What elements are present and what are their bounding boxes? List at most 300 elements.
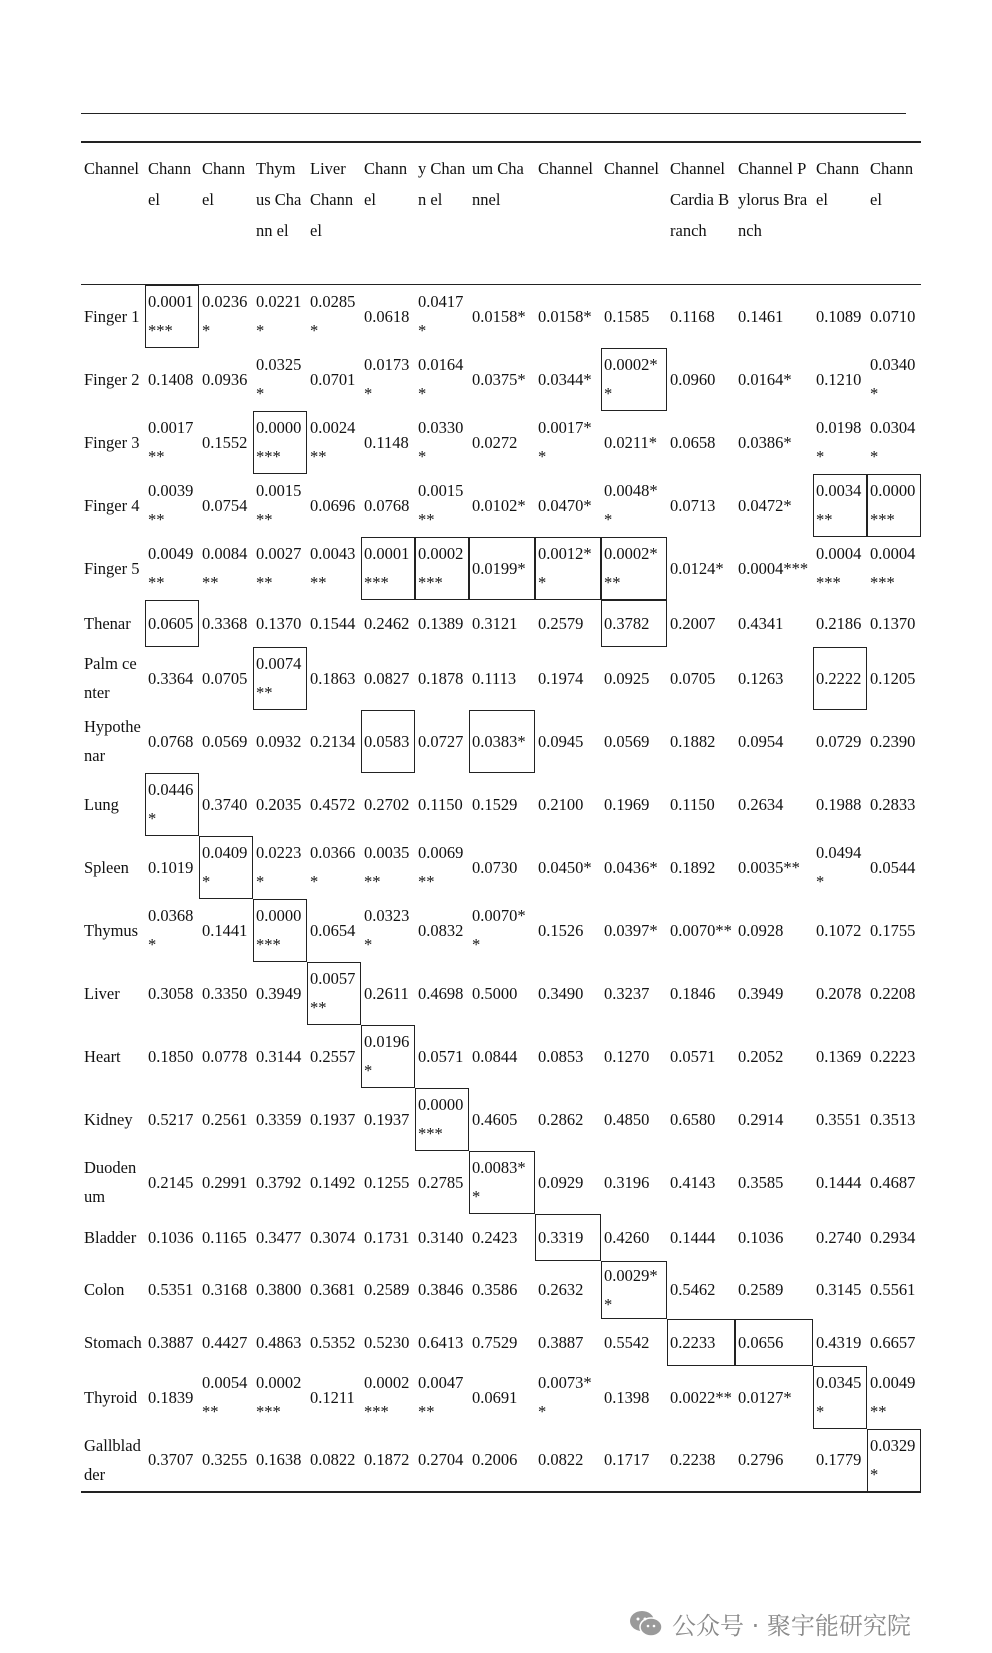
table-cell: 0.1974 — [538, 668, 584, 688]
table-cell: 0.2579 — [538, 613, 584, 633]
table-cell: 0.3368 — [202, 613, 248, 633]
column-header: um Channel — [472, 159, 524, 209]
table-cell: 0.1150 — [418, 794, 463, 814]
table-cell: 0.2100 — [538, 794, 584, 814]
table-cell: 0.2186 — [816, 613, 862, 633]
table-cell: 0.0822 — [538, 1450, 584, 1469]
table-cell: 0.1113 — [472, 668, 517, 688]
table-cell: 0.3740 — [202, 794, 248, 814]
table-cell: 0.1988 — [816, 794, 862, 814]
table-cell: 0.0618 — [364, 306, 410, 326]
table-cell: 0.0569 — [604, 731, 650, 751]
table-cell: 0.1398 — [604, 1387, 650, 1407]
table-cell: 0.2390 — [870, 731, 916, 751]
table-cell: 0.0729 — [816, 731, 862, 751]
table-cell: 0.0375* — [472, 369, 526, 389]
table-cell: 0.0844 — [472, 1046, 518, 1066]
table-cell: 0.0583 — [361, 710, 415, 773]
row-label: Hypothe nar — [84, 717, 141, 765]
column-header: Liver Chann el — [310, 159, 354, 240]
table-cell: 0.0330* — [418, 418, 464, 466]
table-cell: 0.3949 — [256, 983, 302, 1003]
table-cell: 0.0345* — [813, 1366, 867, 1429]
table-cell: 0.1461 — [738, 306, 784, 326]
table-cell: 0.3800 — [256, 1280, 302, 1299]
table-cell: 0.0000*** — [867, 474, 921, 537]
table-cell: 0.3887 — [538, 1332, 584, 1352]
table-row — [81, 1366, 921, 1429]
table-cell: 0.0004*** — [816, 544, 862, 592]
table-cell: 0.3585 — [738, 1172, 784, 1192]
table-cell: 0.1036 — [148, 1227, 194, 1247]
table-row — [81, 1025, 921, 1088]
table-cell: 0.0329* — [867, 1429, 921, 1492]
table-cell: 0.0386* — [738, 432, 792, 452]
table-cell: 0.0366* — [310, 843, 356, 891]
table-cell: 0.1270 — [604, 1046, 650, 1066]
table-cell: 0.5217 — [148, 1109, 194, 1129]
table-cell: 0.0002** — [601, 348, 667, 411]
table-cell: 0.3586 — [472, 1280, 518, 1299]
row-label: Lung — [84, 794, 119, 814]
table-cell: 0.4427 — [202, 1332, 248, 1352]
table-cell: 0.0768 — [148, 731, 194, 751]
table-cell: 0.3058 — [148, 983, 194, 1003]
table-cell: 0.0221* — [256, 292, 302, 341]
table-cell: 0.0158* — [472, 306, 526, 326]
table-cell: 0.0057** — [307, 962, 361, 1025]
table-cell: 0.3237 — [604, 983, 650, 1003]
table-cell: 0.5561 — [870, 1280, 916, 1299]
table-cell: 0.2589 — [364, 1280, 410, 1299]
table-cell: 0.3144 — [256, 1046, 302, 1066]
row-label: Palm center — [84, 654, 137, 702]
table-cell: 0.2740 — [816, 1227, 862, 1247]
table-cell: 0.3551 — [816, 1109, 862, 1129]
table-cell: 0.0039** — [148, 481, 194, 529]
table-cell: 0.5352 — [310, 1332, 356, 1352]
row-label: Thenar — [84, 613, 131, 633]
table-row — [81, 348, 921, 411]
table-cell: 0.3513 — [870, 1109, 916, 1129]
table-cell: 0.0822 — [310, 1450, 356, 1469]
table-cell: 0.2704 — [418, 1450, 464, 1469]
table-cell: 0.0029** — [601, 1261, 667, 1319]
table-row — [81, 1429, 921, 1492]
table-cell: 0.1863 — [310, 668, 356, 688]
row-label: Colon — [84, 1280, 125, 1299]
table-cell: 0.0710 — [870, 306, 916, 326]
wechat-icon — [628, 1609, 664, 1639]
table-cell: 0.1969 — [604, 794, 650, 814]
table-cell: 0.4850 — [604, 1109, 650, 1129]
table-cell: 0.3359 — [256, 1109, 302, 1129]
table-cell: 0.3140 — [418, 1227, 464, 1247]
table-cell: 0.2934 — [870, 1227, 916, 1247]
row-label: Kidney — [84, 1109, 133, 1129]
table-cell: 0.0017** — [538, 418, 592, 466]
table-cell: 0.3350 — [202, 983, 248, 1003]
column-header: Channel — [538, 159, 593, 178]
column-header: Chann el — [364, 159, 408, 209]
table-cell: 0.2991 — [202, 1172, 248, 1192]
table-cell: 0.1444 — [670, 1227, 716, 1247]
column-header: Chann el — [202, 159, 246, 209]
table-cell: 0.0954 — [738, 731, 784, 751]
table-cell: 0.2006 — [472, 1450, 518, 1469]
table-cell: 0.0002*** — [601, 537, 667, 600]
table-cell: 0.0925 — [604, 668, 650, 688]
table-cell: 0.2134 — [310, 731, 356, 751]
table-cell: 0.4698 — [418, 983, 464, 1003]
row-label: Gallblad der — [84, 1435, 141, 1484]
table-cell: 0.0196* — [361, 1025, 415, 1088]
table-cell: 0.0001*** — [361, 537, 415, 600]
table-cell: 0.2634 — [738, 794, 784, 814]
column-header: Channel — [84, 159, 139, 178]
table-cell: 0.0070** — [670, 920, 732, 940]
table-cell: 0.0409* — [199, 836, 253, 899]
table-cell: 0.0960 — [670, 369, 716, 389]
table-cell: 0.0004*** — [870, 544, 916, 592]
table-cell: 0.0472* — [738, 495, 792, 515]
watermark — [628, 1606, 911, 1641]
table-cell: 0.0730 — [472, 857, 518, 877]
table-cell: 0.1492 — [310, 1172, 356, 1192]
table-cell: 0.0768 — [364, 495, 410, 515]
table-cell: 0.0017** — [148, 418, 194, 466]
table-cell: 0.3782 — [601, 600, 667, 647]
table-row — [81, 647, 921, 710]
table-cell: 0.4605 — [472, 1109, 518, 1129]
table-cell: 0.0127* — [738, 1387, 792, 1407]
row-label: Thyroid — [84, 1387, 138, 1407]
table-cell: 0.4341 — [738, 613, 784, 633]
row-label: Heart — [84, 1046, 121, 1066]
table-cell: 0.7529 — [472, 1332, 518, 1352]
table-cell: 0.0701 — [310, 369, 356, 389]
table-cell: 0.0084** — [202, 544, 248, 592]
table-cell: 0.0164* — [738, 369, 792, 389]
row-label: Thymus — [84, 920, 139, 940]
table-cell: 0.0605 — [145, 600, 199, 647]
column-header: y Chann el — [418, 159, 466, 209]
table-cell: 0.4687 — [870, 1172, 916, 1192]
table-cell: 0.1210 — [816, 369, 862, 389]
table-cell: 0.0199* — [469, 537, 535, 600]
table-cell: 0.1892 — [670, 857, 716, 877]
table-cell: 0.1150 — [670, 794, 715, 814]
table-cell: 0.1872 — [364, 1450, 410, 1469]
column-header: Channel — [604, 159, 659, 178]
row-label: Bladder — [84, 1227, 137, 1247]
column-header: Thym us Chann el — [256, 159, 302, 240]
table-cell: 0.0035** — [738, 857, 800, 877]
table-cell: 0.1369 — [816, 1046, 862, 1066]
table-cell: 0.1839 — [148, 1387, 194, 1407]
table-cell: 0.3949 — [738, 983, 784, 1003]
table-cell: 0.1937 — [310, 1109, 356, 1129]
table-cell: 0.1779 — [816, 1450, 862, 1469]
watermark-text: 公众号 · 聚宇能研究院 — [672, 1612, 911, 1640]
table-cell: 0.2796 — [738, 1450, 784, 1469]
table-cell: 0.1444 — [816, 1172, 862, 1192]
table-cell: 0.5000 — [472, 983, 518, 1003]
table-cell: 0.0211* — [604, 432, 658, 452]
table-cell: 0.3319 — [535, 1214, 601, 1261]
table-cell: 0.0027** — [256, 544, 302, 592]
table-cell: 0.1882 — [670, 731, 716, 751]
table-cell: 0.0074** — [253, 647, 307, 710]
table-cell: 0.1529 — [472, 794, 518, 814]
table-cell: 0.1585 — [604, 306, 650, 326]
table-cell: 0.3887 — [148, 1332, 194, 1352]
table-cell: 0.3490 — [538, 983, 584, 1003]
table-cell: 0.5230 — [364, 1332, 410, 1352]
table-cell: 0.0164* — [418, 355, 464, 403]
table-cell: 0.0436* — [604, 857, 658, 877]
table-cell: 0.0344* — [538, 369, 592, 389]
table-cell: 0.0035** — [364, 843, 410, 891]
column-header: Chann el — [816, 159, 860, 209]
table-cell: 0.1850 — [148, 1046, 194, 1066]
table-cell: 0.0000*** — [253, 411, 307, 474]
row-label: Finger 4 — [84, 495, 140, 515]
table-cell: 0.1755 — [870, 920, 916, 940]
table-cell: 0.4143 — [670, 1172, 716, 1192]
table-cell: 0.0397* — [604, 920, 658, 940]
table-cell: 0.3364 — [148, 668, 194, 688]
table-row — [81, 836, 921, 899]
table-cell: 0.0000*** — [253, 899, 307, 962]
table-cell: 0.0929 — [538, 1172, 584, 1192]
table-cell: 0.0450* — [538, 857, 592, 877]
table-cell: 0.3707 — [148, 1450, 194, 1469]
table-cell: 0.1526 — [538, 920, 584, 940]
table-cell: 0.3846 — [418, 1280, 464, 1299]
table-cell: 0.2785 — [418, 1172, 464, 1192]
table-cell: 0.5462 — [670, 1280, 716, 1299]
table-cell: 0.0015** — [418, 481, 464, 529]
table-cell: 0.1089 — [816, 306, 862, 326]
table-cell: 0.0569 — [202, 731, 248, 751]
table-cell: 0.1717 — [604, 1450, 650, 1469]
table-cell: 0.5351 — [148, 1280, 194, 1299]
table-cell: 0.6580 — [670, 1109, 716, 1129]
table-cell: 0.0383* — [469, 710, 535, 773]
table-cell: 0.1389 — [418, 613, 464, 633]
column-header: Channel Cardia Branch — [670, 159, 730, 240]
table-cell: 0.0012** — [535, 537, 601, 600]
table-cell: 0.0024** — [310, 418, 356, 466]
table-cell: 0.0015** — [256, 481, 302, 529]
table-cell: 0.0049** — [870, 1373, 916, 1421]
table-row — [81, 285, 921, 348]
table-cell: 0.0236* — [202, 292, 248, 341]
table-cell: 0.2561 — [202, 1109, 248, 1129]
table-cell: 0.4260 — [604, 1227, 650, 1247]
table-cell: 0.2611 — [364, 983, 409, 1003]
table-cell: 0.3255 — [202, 1450, 248, 1469]
table-cell: 0.0754 — [202, 495, 248, 515]
table-row — [81, 1088, 921, 1151]
row-label: Duoden um — [84, 1158, 137, 1206]
table-cell: 0.0446* — [145, 773, 199, 836]
table-cell: 0.2145 — [148, 1172, 194, 1192]
table-cell: 0.2238 — [670, 1450, 716, 1469]
table-cell: 0.0070** — [472, 906, 526, 954]
table-cell: 0.0494* — [816, 843, 862, 891]
row-label: Finger 1 — [84, 306, 140, 326]
table-cell: 0.0034** — [813, 474, 867, 537]
table-cell: 0.4319 — [816, 1332, 862, 1352]
table-cell: 0.0047** — [418, 1373, 464, 1421]
table-row — [81, 1151, 921, 1214]
table-cell: 0.0325* — [256, 355, 302, 403]
table-cell: 0.0054** — [202, 1373, 248, 1421]
table-cell: 0.3792 — [256, 1172, 302, 1192]
row-label: Liver — [84, 983, 120, 1003]
table-cell: 0.0340* — [870, 355, 916, 403]
table-cell: 0.0022** — [670, 1387, 732, 1407]
table-cell: 0.0158* — [538, 306, 592, 326]
table-cell: 0.0272 — [472, 432, 518, 452]
table-cell: 0.2052 — [738, 1046, 784, 1066]
table-cell: 0.1370 — [870, 613, 916, 633]
table-cell: 0.1263 — [738, 668, 784, 688]
table-row — [81, 1214, 921, 1261]
table-cell: 0.0932 — [256, 731, 302, 751]
table-cell: 0.6413 — [418, 1332, 464, 1352]
table-cell: 0.0223* — [256, 843, 302, 891]
table-cell: 0.2007 — [670, 613, 716, 633]
table-cell: 0.3477 — [256, 1227, 302, 1247]
table-cell: 0.2208 — [870, 983, 916, 1003]
table-cell: 0.1937 — [364, 1109, 410, 1129]
table-cell: 0.0069** — [418, 843, 464, 891]
table-cell: 0.0544 — [870, 857, 916, 877]
table-row — [81, 537, 921, 600]
table-cell: 0.1441 — [202, 920, 248, 940]
table-cell: 0.0004*** — [738, 558, 809, 578]
top-rule — [81, 113, 906, 114]
table-row — [81, 600, 921, 647]
table-cell: 0.2462 — [364, 613, 410, 633]
table-cell: 0.2423 — [472, 1227, 518, 1247]
table-cell: 0.3121 — [472, 613, 518, 633]
table-cell: 0.1168 — [670, 306, 715, 326]
table-cell: 0.2557 — [310, 1046, 356, 1066]
table-cell: 0.0470* — [538, 495, 592, 515]
table-cell: 0.1211 — [310, 1387, 355, 1407]
table-cell: 0.2223 — [870, 1046, 916, 1066]
table-row — [81, 411, 921, 474]
table-cell: 0.0705 — [202, 668, 248, 688]
table-cell: 0.0571 — [670, 1046, 716, 1066]
table-cell: 0.4863 — [256, 1332, 302, 1352]
table-cell: 0.0696 — [310, 495, 356, 515]
table-cell: 0.0043** — [310, 544, 356, 592]
table-cell: 0.0658 — [670, 432, 716, 452]
table-cell: 0.0832 — [418, 920, 464, 940]
table-cell: 0.0705 — [670, 668, 716, 688]
table-cell: 0.0656 — [735, 1319, 813, 1366]
header-row — [81, 142, 921, 285]
table-cell: 0.1878 — [418, 668, 464, 688]
table-cell: 0.1552 — [202, 432, 248, 452]
table-cell: 0.2632 — [538, 1280, 584, 1299]
table-cell: 0.0002*** — [364, 1373, 410, 1421]
table-cell: 0.3681 — [310, 1280, 356, 1299]
table-cell: 0.0853 — [538, 1046, 584, 1066]
correlation-table — [81, 141, 921, 1493]
table-cell: 0.0083** — [469, 1151, 535, 1214]
table-cell: 0.0936 — [202, 369, 248, 389]
table-cell: 0.0048** — [604, 481, 658, 529]
table-cell: 0.0073** — [538, 1373, 592, 1421]
table-cell: 0.0368* — [148, 906, 194, 954]
table-body — [81, 285, 921, 1492]
table-row — [81, 1319, 921, 1366]
table-cell: 0.0304* — [870, 418, 916, 466]
table-row — [81, 773, 921, 836]
table-cell: 0.1148 — [364, 432, 409, 452]
table-cell: 0.0102* — [472, 495, 526, 515]
table-cell: 0.0571 — [418, 1046, 464, 1066]
table-cell: 0.2702 — [364, 794, 410, 814]
table-cell: 0.1544 — [310, 613, 356, 633]
table-cell: 0.0727 — [418, 731, 464, 751]
table-cell: 0.1846 — [670, 983, 716, 1003]
table-cell: 0.1019 — [148, 857, 194, 877]
table-cell: 0.0000*** — [415, 1088, 469, 1151]
table-cell: 0.2078 — [816, 983, 862, 1003]
table-cell: 0.2233 — [667, 1319, 735, 1366]
table-cell: 0.1731 — [364, 1227, 410, 1247]
column-header: Chann el — [870, 159, 914, 209]
row-label: Finger 5 — [84, 558, 140, 578]
table-cell: 0.0323* — [364, 906, 410, 954]
table-cell: 0.0827 — [364, 668, 410, 688]
table-cell: 0.0001*** — [145, 285, 199, 348]
table-cell: 0.2833 — [870, 794, 916, 814]
table-cell: 0.0417* — [418, 292, 464, 341]
table-cell: 0.2589 — [738, 1280, 784, 1299]
table-cell: 0.0691 — [472, 1387, 518, 1407]
table-row — [81, 899, 921, 962]
column-header: Chann el — [148, 159, 192, 209]
table-row — [81, 1261, 921, 1319]
table-cell: 0.3145 — [816, 1280, 862, 1299]
table-cell: 0.1408 — [148, 369, 194, 389]
table-cell: 0.1370 — [256, 613, 302, 633]
table-cell: 0.1036 — [738, 1227, 784, 1247]
table-cell: 0.2862 — [538, 1109, 584, 1129]
table-cell: 0.0049** — [148, 544, 194, 592]
table-cell: 0.0928 — [738, 920, 784, 940]
table-cell: 0.0002*** — [415, 537, 469, 600]
row-label: Spleen — [84, 857, 129, 877]
table-cell: 0.2914 — [738, 1109, 784, 1129]
table-cell: 0.0198* — [816, 418, 862, 466]
table-cell: 0.6657 — [870, 1332, 916, 1352]
table-cell: 0.3074 — [310, 1227, 356, 1247]
table-cell: 0.1205 — [870, 668, 916, 688]
row-label: Finger 2 — [84, 369, 140, 389]
table-cell: 0.3168 — [202, 1280, 248, 1299]
table-cell: 0.0713 — [670, 495, 716, 515]
table-cell: 0.0124* — [670, 558, 724, 578]
